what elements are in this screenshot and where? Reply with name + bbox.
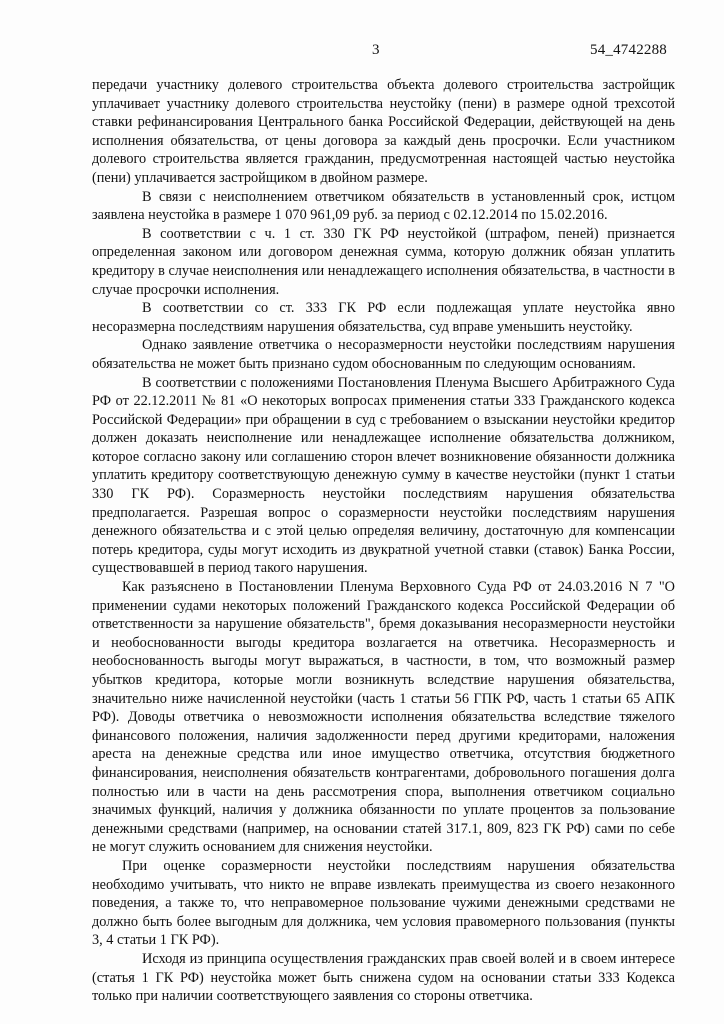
paragraph-article-333: В соответствии со ст. 333 ГК РФ если подлежащая уплате неустойка явно несоразмерна последствиям нарушения обязательства, суд вправе уменьшить неустойку. <box>92 300 675 335</box>
paragraph-claimed-penalty: В связи с неисполнением ответчиком обязательств в установленный срок, истцом заявлена неустойка в размере 1 070 961,09 руб. за период с 02.12.2014 по 15.02.2016. <box>92 188 675 224</box>
page-number: 3 <box>372 42 380 58</box>
paragraph-plenum-vs: Как разъяснено в Постановлении Пленума Верховного Суда РФ от 24.03.2016 N 7 "О применении судами некоторых положений Гражданского кодекса Российской Федерации об ответственности за нарушение обязательств", бремя доказывания несоразмерности неустойки и необоснованности выгоды кредитора возлагается на ответчика. Несоразмерность и необоснованность выгоды могут выражаться, в частности, в том, что возможный размер убытков кредитора, которые могли возникнуть вследствие нарушения обязательства, значительно ниже начисленной неустойки (часть 1 статьи 56 ГПК РФ, часть 1 статьи 65 АПК РФ). Доводы ответчика о невозможности исполнения обязательства вследствие тяжелого финансового положения, наличия задолженности перед другими кредиторами, наложения ареста на денежные средства или иное имущество ответчика, отсутствия бюджетного финансирования, неисполнения обязательств контрагентами, добровольного погашения долга полностью или в части на день рассмотрения спора, выполнения ответчиком социально значимых функций, наличия у должника обязанности по уплате процентов за пользование денежными средствами (например, на основании статей 317.1, 809, 823 ГК РФ) сами по себе не могут служить основанием для снижения неустойки. <box>92 579 675 856</box>
paragraph-principle: Исходя из принципа осуществления гражданских прав своей волей и в своем интересе (статья 1 ГК РФ) неустойка может быть снижена судом на основании статьи 333 Кодекса только при наличии соответствующего заявления со стороны ответчика. <box>92 950 675 1005</box>
paragraph-continuation: передачи участнику долевого строительства объекта долевого строительства застройщик уплачивает участнику долевого строительства неустойку (пени) в размере одной трехсотой ставки рефинансирования Центрального банка Российской Федерации, действующей на день исполнения обязательства, от цены договора за каждый день просрочки. Если участником долевого строительства является гражданин, предусмотренная настоящей частью неустойка (пени) уплачивается застройщиком в двойном размере. <box>92 77 675 186</box>
document-body <box>92 76 675 1006</box>
paragraph-defendant-claim: Однако заявление ответчика о несоразмерности неустойки последствиям нарушения обязательства не может быть признано судом обоснованным по следующим основаниям. <box>92 337 675 372</box>
paragraph-proportionality: При оценке соразмерности неустойки последствиям нарушения обязательства необходимо учитывать, что никто не вправе извлекать преимущества из своего незаконного поведения, а также то, что неправомерное пользование чужими денежными средствами не должно быть более выгодным для должника, чем условия правомерного пользования (пункты 3, 4 статьи 1 ГК РФ). <box>92 857 675 949</box>
paragraph-plenum-vas: В соответствии с положениями Постановления Пленума Высшего Арбитражного Суда РФ от 22.12.2011 № 81 «О некоторых вопросах применения статьи 333 Гражданского кодекса Российской Федерации» при обращении в суд с требованием о взыскании неустойки кредитор должен доказать неисполнение или ненадлежащее исполнение обязательства должником, которое согласно закону или соглашению сторон влечет возникновение обязанности должника уплатить кредитору соответствующую денежную сумму в качестве неустойки (пункт 1 статьи 330 ГК РФ). Соразмерность неустойки последствиям нарушения обязательства предполагается. Разрешая вопрос о соразмерности неустойки последствиям нарушения денежного обязательства и с этой целью определяя величину, достаточную для компенсации потерь кредитора, суды могут исходить из двукратной учетной ставки (ставок) Банка России, существовавшей в период такого нарушения. <box>92 374 675 577</box>
paragraph-article-330: В соответствии с ч. 1 ст. 330 ГК РФ неустойкой (штрафом, пеней) признается определенная законом или договором денежная сумма, которую должник обязан уплатить кредитору в случае неисполнения или ненадлежащего исполнения обязательства, в частности в случае просрочки исполнения. <box>92 225 675 298</box>
document-id: 54_4742288 <box>590 42 667 58</box>
